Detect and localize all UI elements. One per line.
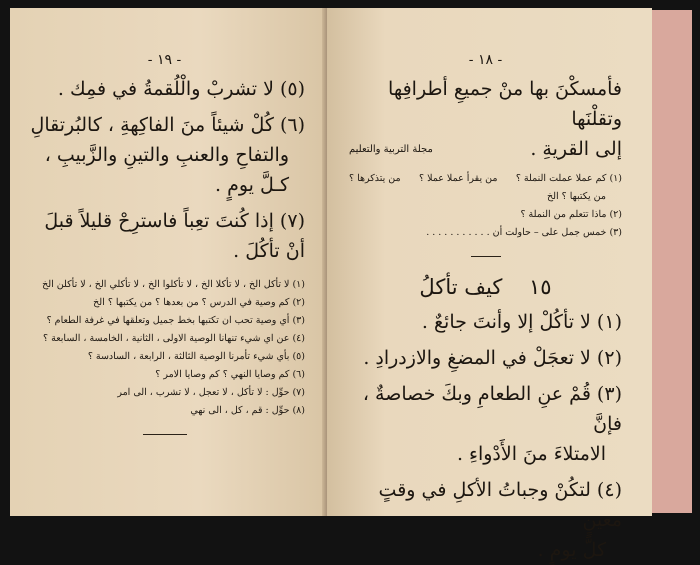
- rule-1: (١) لا تأكُلْ إلا وأنتَ جائعٌ .: [421, 311, 622, 333]
- page-number: - ١٩ -: [147, 52, 182, 68]
- advice-7-line-2: أنْ تأكُلَ .: [233, 240, 305, 262]
- story-ending-line-1: فأمسكْنَ بها منْ جميعِ أطرافِها وتقلْنَها: [388, 78, 622, 130]
- advice-6-line-3: كـلَّ يومٍ .: [215, 174, 289, 196]
- exercise-3: (٣) أي وصية تحب ان تكتبها بخط جميل وتعلقها في غرفة الطعام ؟: [46, 315, 305, 326]
- question-1-d: من يكتبها ؟ الخ: [547, 191, 606, 202]
- question-1-c: من يتذكرها ؟: [349, 173, 401, 184]
- page-number: - ١٨ -: [468, 52, 503, 68]
- rule-2: (٢) لا تعجَلْ في المضغِ والازدرادِ .: [363, 347, 622, 369]
- left-page: [10, 8, 327, 516]
- exercise-2: (٢) كم وصية في الدرس ؟ من بعدها ؟ من يكتبها ؟ الخ: [93, 297, 305, 308]
- section-rule: [471, 256, 501, 257]
- advice-5: (٥) لا تشربْ والْلُقمةُ في فمِك .: [57, 78, 305, 100]
- rule-4: (٤) لتكُنْ وجباتُ الأكلِ في وقتٍ معينٍ: [378, 479, 622, 531]
- rule-4-line-2: كلَّ يومٍ .: [537, 539, 606, 561]
- book-edge: [650, 10, 692, 513]
- advice-7: (٧) إذا كُنتَ تعِباً فاسترِحْ قليلاً قبلَ: [44, 210, 305, 232]
- advice-6-line-2: والتفاحِ والعنبِ والتينِ والزَّبيبِ ،: [44, 144, 289, 166]
- exercise-7: (٧) حوِّل : لا تأكل ، لا تعجل ، لا تشرب ، الى امر: [117, 387, 305, 398]
- source-citation: مجلة التربية والتعليم: [349, 143, 433, 155]
- exercise-list: [24, 276, 305, 420]
- story-questions: [349, 170, 622, 242]
- rule-3: (٣) قُمْ عنِ الطعامِ وبكَ خصاصةٌ ، فإنَّ: [362, 383, 622, 435]
- question-1: (١) كم عملا عملت النملة ؟: [515, 173, 622, 184]
- right-page: [327, 8, 652, 561]
- question-3: (٣) خمس جمل على – حاولت أن . . . . . . . . . . .: [426, 227, 622, 238]
- question-1-b: من يقرأ عملا عملا ؟: [419, 173, 498, 184]
- exercise-5: (٥) بأي شيء تأمرنا الوصية الثالثة ، الرابعة ، السادسة ؟: [87, 351, 305, 362]
- exercise-1: (١) لا تأكل الخ ، لا تأكلا الخ ، لا تأكلوا الخ ، لا تأكلي الخ ، لا تأكلن الخ: [42, 279, 305, 290]
- question-2: (٢) ماذا تتعلم من النملة ؟: [520, 209, 622, 220]
- rule-3-line-2: الامتلاءَ منَ الأَدْواءِ .: [456, 443, 606, 465]
- exercise-4: (٤) عن اي شيء تنهانا الوصية الاولى ، الثانية ، الخامسة ، السابعة ؟: [43, 333, 305, 344]
- exercise-8: (٨) حوِّل : قم ، كل ، الى نهي: [190, 405, 305, 416]
- end-rule: [143, 434, 187, 435]
- story-ending-row: [349, 134, 622, 164]
- advice-6: (٦) كُلْ شيئاً منَ الفاكِهةِ ، كالبُرتقالِ: [30, 114, 305, 136]
- lesson-number: ١٥: [529, 275, 552, 299]
- lesson-title: كيف تأكلُ: [419, 275, 503, 299]
- story-ending-line-2: إلى القريةِ .: [530, 138, 622, 160]
- exercise-6: (٦) كم وصايا النهي ؟ كم وصايا الامر ؟: [155, 369, 305, 380]
- lesson-heading: [349, 275, 622, 299]
